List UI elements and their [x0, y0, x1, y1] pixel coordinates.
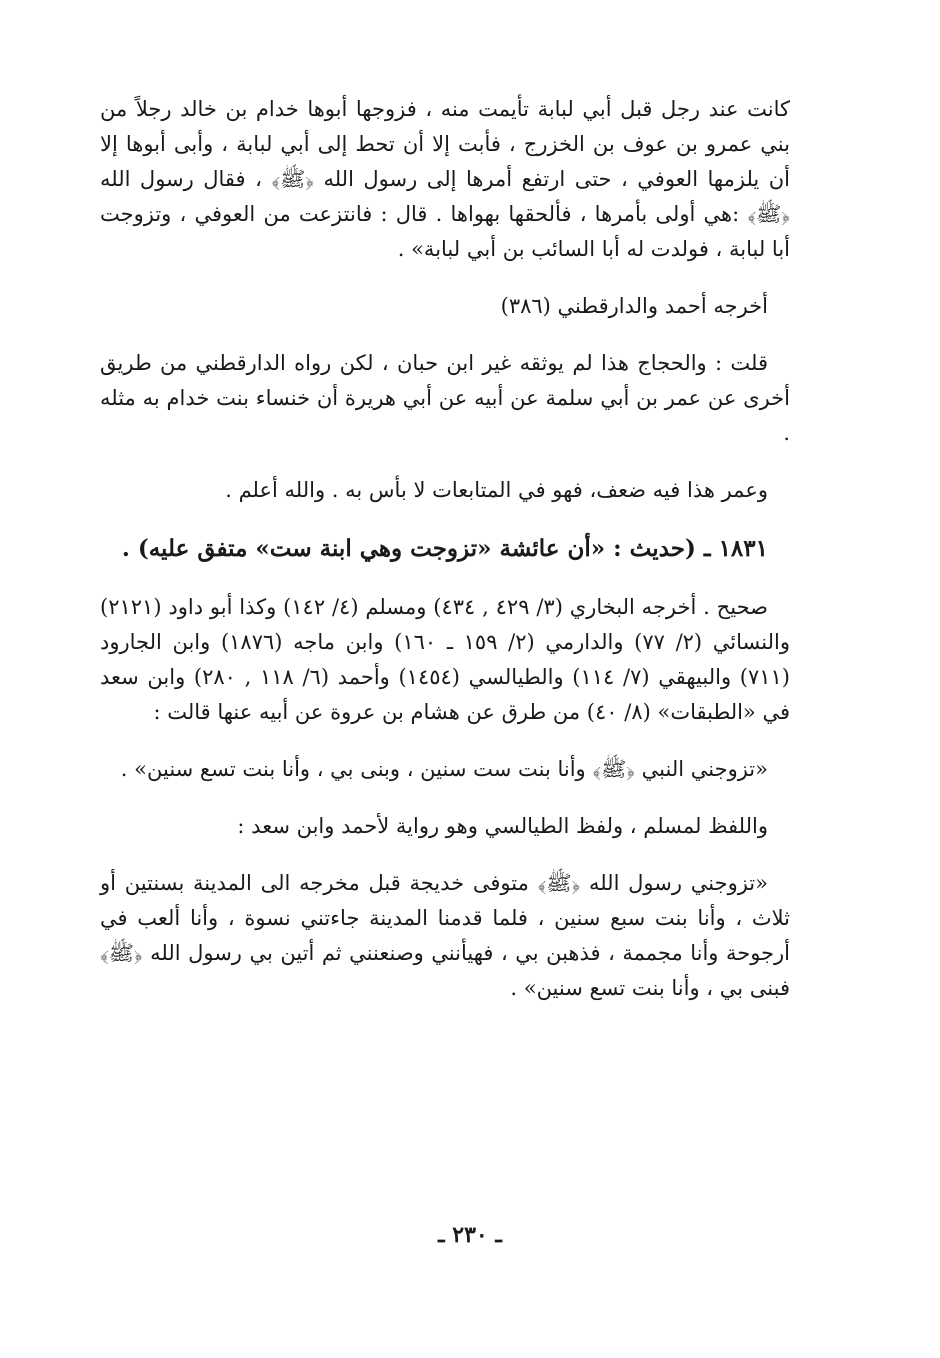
page-number: ـ ٢٣٠ ـ [438, 1222, 502, 1248]
sources-paragraph: صحيح . أخرجه البخاري (٣/ ٤٢٩ , ٤٣٤) ومسلم (٤/ ١٤٢) وكذا أبو داود (٢١٢١) والنسائي (٢/ ٧٧) والدارمي (٢/ ١٥٩ ـ ١٦٠) وابن ماجه (١٨٧٦) وابن الجارود (٧١١) والبيهقي (٧/ ١١٤) والطيالسي (١٤٥٤) وأحمد (٦/ ١١٨ , ٢٨٠) وابن سعد في «الطبقات» (٨/ ٤٠) من طرق عن هشام بن عروة عن أبيه عنها قالت : [100, 595, 790, 724]
grading-note-paragraph: وعمر هذا فيه ضعف، فهو في المتابعات لا بأس به . والله أعلم . [225, 478, 768, 502]
takhrij-paragraph: أخرجه أحمد والدارقطني (٣٨٦) [500, 294, 768, 318]
tayalisi-wording-paragraph: «تزوجني رسول الله ﴿ﷺ﴾ متوفى خديجة قبل مخرجه الى المدينة بسنتين أو ثلاث ، وأنا بنت سبع سنين ، فلما قدمنا المدينة جاءتني نسوة ، وأنا ألعب في أرجوحة وأنا مجممة ، فذهبن بي ، فهيأنني وصنعنني ثم أتين بي رسول الله ﴿ﷺ﴾ فبنى بي ، وأنا بنت تسع سنين» . [100, 871, 790, 1000]
hadith-text-paragraph: «تزوجني النبي ﴿ﷺ﴾ وأنا بنت ست سنين ، وبنى بي ، وأنا بنت تسع سنين» . [120, 757, 768, 781]
hadith-continuation-paragraph: كانت عند رجل قبل أبي لبابة تأيمت منه ، فزوجها أبوها خدام بن خالد رجلاً من بني عمرو بن عوف بن الخزرج ، فأبت إلا أن تحط إلى أبي لبابة ، وأبى أبوها إلا أن يلزمها العوفي ، حتى ارتفع أمرها إلى رسول الله ﴿ﷺ﴾ ، فقال رسول الله ﴿ﷺ﴾ :هي أولى بأمرها ، فألحقها بهواها . قال : فانتزعت من العوفي ، وتزوجت أبا لبابة ، فولدت له أبا السائب بن أبي لبابة» . [100, 97, 790, 261]
page-body [100, 92, 790, 1028]
hadith-heading-1831: ١٨٣١ ـ (حديث : «أن عائشة «تزوجت وهي ابنة ست» متفق عليه) . [121, 535, 768, 562]
commentary-paragraph: قلت : والحجاج هذا لم يوثقه غير ابن حبان ، لكن رواه الدارقطني من طريق أخرى عن عمر بن أبي سلمة عن أبيه عن أبي هريرة أن خنساء بنت خدام به مثله . [100, 351, 790, 445]
wording-note-paragraph: واللفظ لمسلم ، ولفظ الطيالسي وهو رواية لأحمد وابن سعد : [237, 814, 768, 838]
